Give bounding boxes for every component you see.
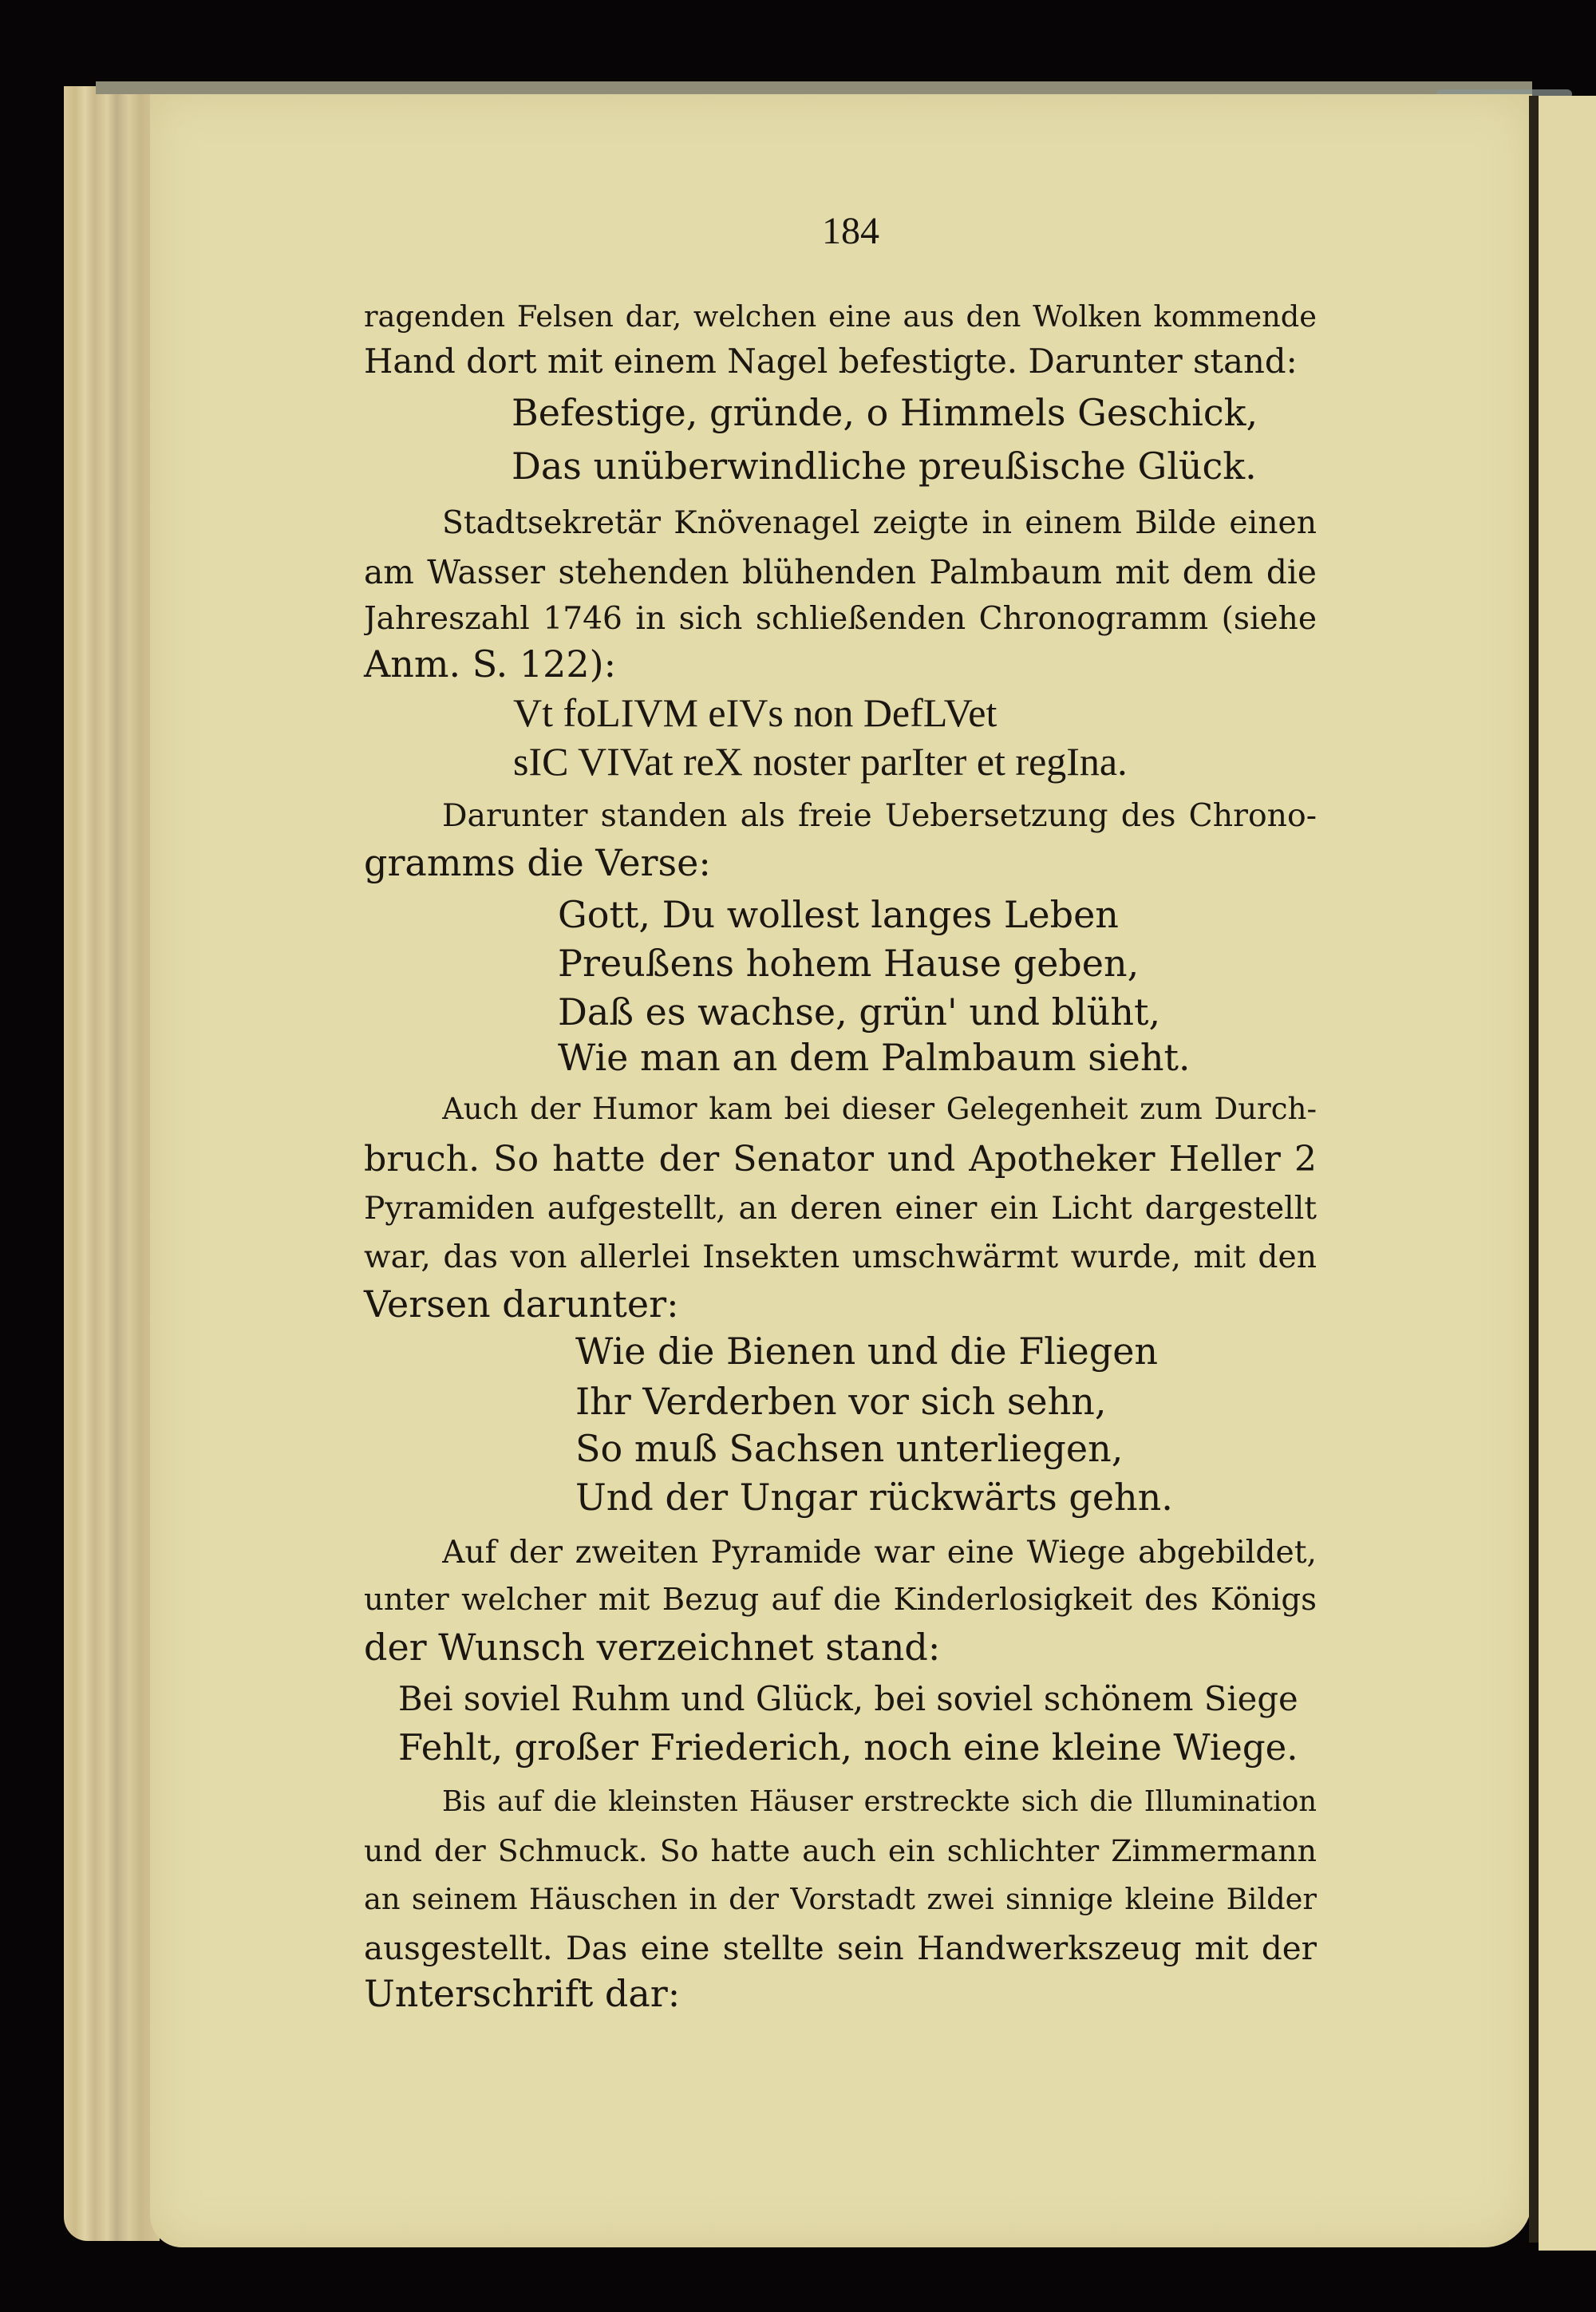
- verse-line: Fehlt, großer Friederich, noch eine kleine Wiege.: [398, 1726, 1298, 1769]
- verse-line: Preußens hohem Hause geben,: [558, 942, 1140, 985]
- text-line: Auf der zweiten Pyramide war eine Wiege abgebildet,: [442, 1535, 1317, 1571]
- chronogram-line: Vt foLIVM eIVs non DefLVet: [513, 690, 998, 735]
- verse-line: Bei soviel Ruhm und Glück, bei soviel schönem Siege: [398, 1679, 1298, 1718]
- verse-line: Ihr Verderben vor sich sehn,: [575, 1380, 1107, 1423]
- book-gutter: [1529, 96, 1539, 2243]
- page-number: 184: [822, 210, 879, 252]
- text-line: am Wasser stehenden blühenden Palmbaum mit dem die: [364, 553, 1317, 591]
- text-line: und der Schmuck. So hatte auch ein schlichter Zimmermann: [364, 1833, 1317, 1868]
- text-line: Unterschrift dar:: [364, 1972, 681, 2015]
- text-line: Anm. S. 122):: [364, 642, 617, 686]
- text-line: ragenden Felsen dar, welchen eine aus den Wolken kommende: [364, 299, 1317, 334]
- text-line: ausgestellt. Das eine stellte sein Handwerkszeug mit der: [364, 1929, 1317, 1967]
- text-line: Auch der Humor kam bei dieser Gelegenheit zum Durch-: [442, 1092, 1317, 1126]
- verse-line: Daß es wachse, grün' und blüht,: [558, 990, 1161, 1033]
- page-top-edge: [96, 81, 1532, 94]
- text-line: Jahreszahl 1746 in sich schließenden Chronogramm (siehe: [364, 601, 1317, 637]
- verse-line: Gott, Du wollest langes Leben: [558, 893, 1119, 936]
- text-line: gramms die Verse:: [364, 841, 711, 884]
- text-line: an seinem Häuschen in der Vorstadt zwei sinnige kleine Bilder: [364, 1882, 1317, 1916]
- text-line: Darunter standen als freie Uebersetzung des Chrono-: [442, 797, 1317, 834]
- text-line: Versen darunter:: [364, 1282, 679, 1326]
- verse-line: So muß Sachsen unterliegen,: [575, 1427, 1124, 1470]
- text-line: Stadtsekretär Knövenagel zeigte in einem Bilde einen: [442, 505, 1317, 541]
- verse-line: Wie die Bienen und die Fliegen: [575, 1330, 1159, 1373]
- text-line: der Wunsch verzeichnet stand:: [364, 1626, 941, 1669]
- verse-line: Wie man an dem Palmbaum sieht.: [558, 1036, 1191, 1079]
- text-line: war, das von allerlei Insekten umschwärmt wurde, mit den: [364, 1239, 1317, 1275]
- page-stack-edge: [64, 86, 160, 2241]
- text-line: Hand dort mit einem Nagel befestigte. Darunter stand:: [364, 342, 1298, 381]
- verse-line: Das unüberwindliche preußische Glück.: [512, 445, 1257, 488]
- text-line: bruch. So hatte der Senator und Apotheker Heller 2: [364, 1139, 1317, 1180]
- chronogram-line: sIC VIVat reX noster parIter et regIna.: [513, 739, 1128, 784]
- verse-line: Und der Ungar rückwärts gehn.: [575, 1476, 1173, 1519]
- text-line: Pyramiden aufgestellt, an deren einer ein Licht dargestellt: [364, 1191, 1317, 1227]
- verse-line: Befestige, gründe, o Himmels Geschick,: [512, 391, 1258, 434]
- text-line: Bis auf die kleinsten Häuser erstreckte sich die Illumination: [442, 1785, 1317, 1818]
- text-line: unter welcher mit Bezug auf die Kinderlosigkeit des Königs: [364, 1582, 1317, 1618]
- facing-page-edge: [1539, 96, 1596, 2251]
